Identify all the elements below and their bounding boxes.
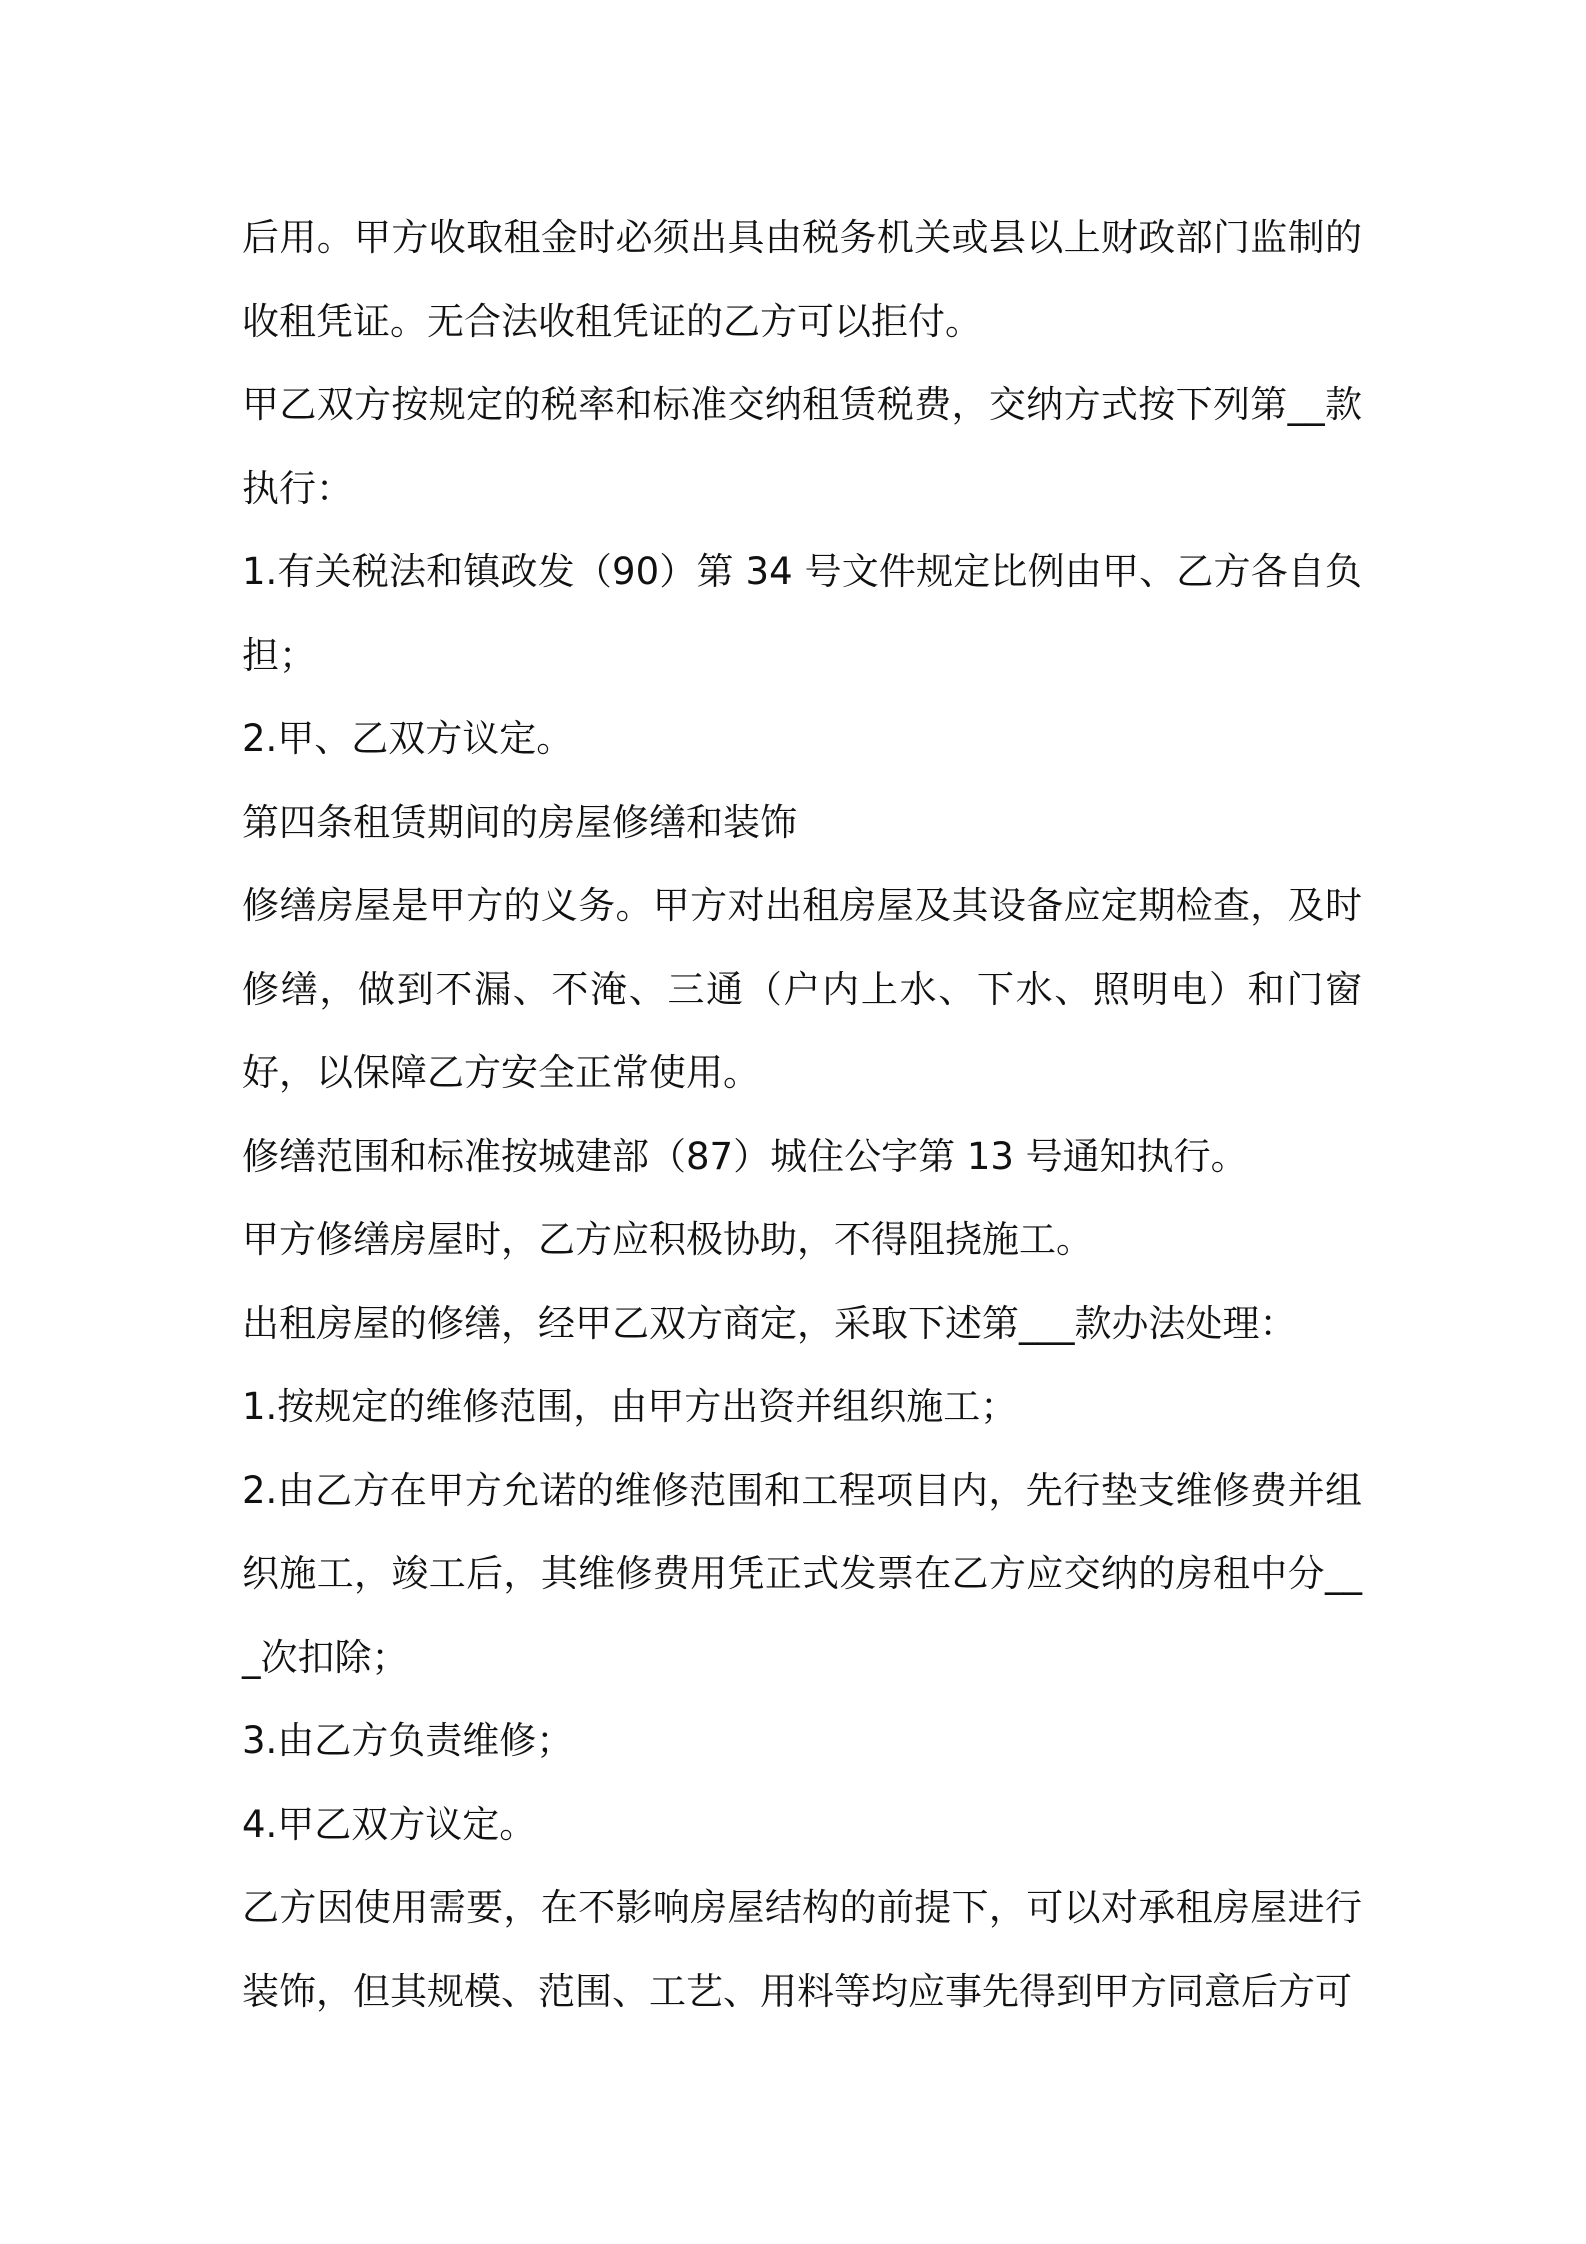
paragraph-tax-payment: 甲乙双方按规定的税率和标准交纳租赁税费，交纳方式按下列第__款执行： bbox=[242, 383, 1362, 510]
paragraph-rent-receipt: 后用。甲方收取租金时必须出具由税务机关或县以上财政部门监制的收租凭证。无合法收租凭证的乙方可以拒付。 bbox=[242, 216, 1362, 343]
paragraph-repair-option-3: 3.由乙方负责维修； bbox=[242, 1719, 574, 1762]
paragraph-tax-option-1: 1.有关税法和镇政发（90）第 34 号文件规定比例由甲、乙方各自负担； bbox=[242, 550, 1362, 677]
paragraph-repair-option-1: 1.按规定的维修范围，由甲方出资并组织施工； bbox=[242, 1385, 1018, 1428]
paragraph-repair-duty: 修缮房屋是甲方的义务。甲方对出租房屋及其设备应定期检查，及时修缮，做到不漏、不淹、三通（户内上水、下水、照明电）和门窗好，以保障乙方安全正常使用。 bbox=[242, 884, 1362, 1094]
document-body bbox=[242, 196, 1362, 2033]
paragraph-repair-method: 出租房屋的修缮，经甲乙双方商定，采取下述第___款办法处理： bbox=[242, 1301, 1297, 1345]
paragraph-repair-standard: 修缮范围和标准按城建部（87）城住公字第 13 号通知执行。 bbox=[242, 1134, 1248, 1178]
paragraph-repair-option-2: 2.由乙方在甲方允诺的维修范围和工程项目内，先行垫支维修费并组织施工，竣工后，其维修费用凭正式发票在乙方应交纳的房租中分___次扣除； bbox=[242, 1468, 1362, 1679]
paragraph-decoration: 乙方因使用需要，在不影响房屋结构的前提下，可以对承租房屋进行装饰，但其规模、范围、工艺、用料等均应事先得到甲方同意后方可 bbox=[242, 1886, 1362, 2013]
paragraph-repair-option-4: 4.甲乙双方议定。 bbox=[242, 1802, 537, 1846]
paragraph-tax-option-2: 2.甲、乙双方议定。 bbox=[242, 717, 574, 760]
section-heading-article-4: 第四条租赁期间的房屋修缮和装饰 bbox=[242, 800, 797, 844]
paragraph-repair-cooperation: 甲方修缮房屋时，乙方应积极协助，不得阻挠施工。 bbox=[242, 1218, 1093, 1261]
